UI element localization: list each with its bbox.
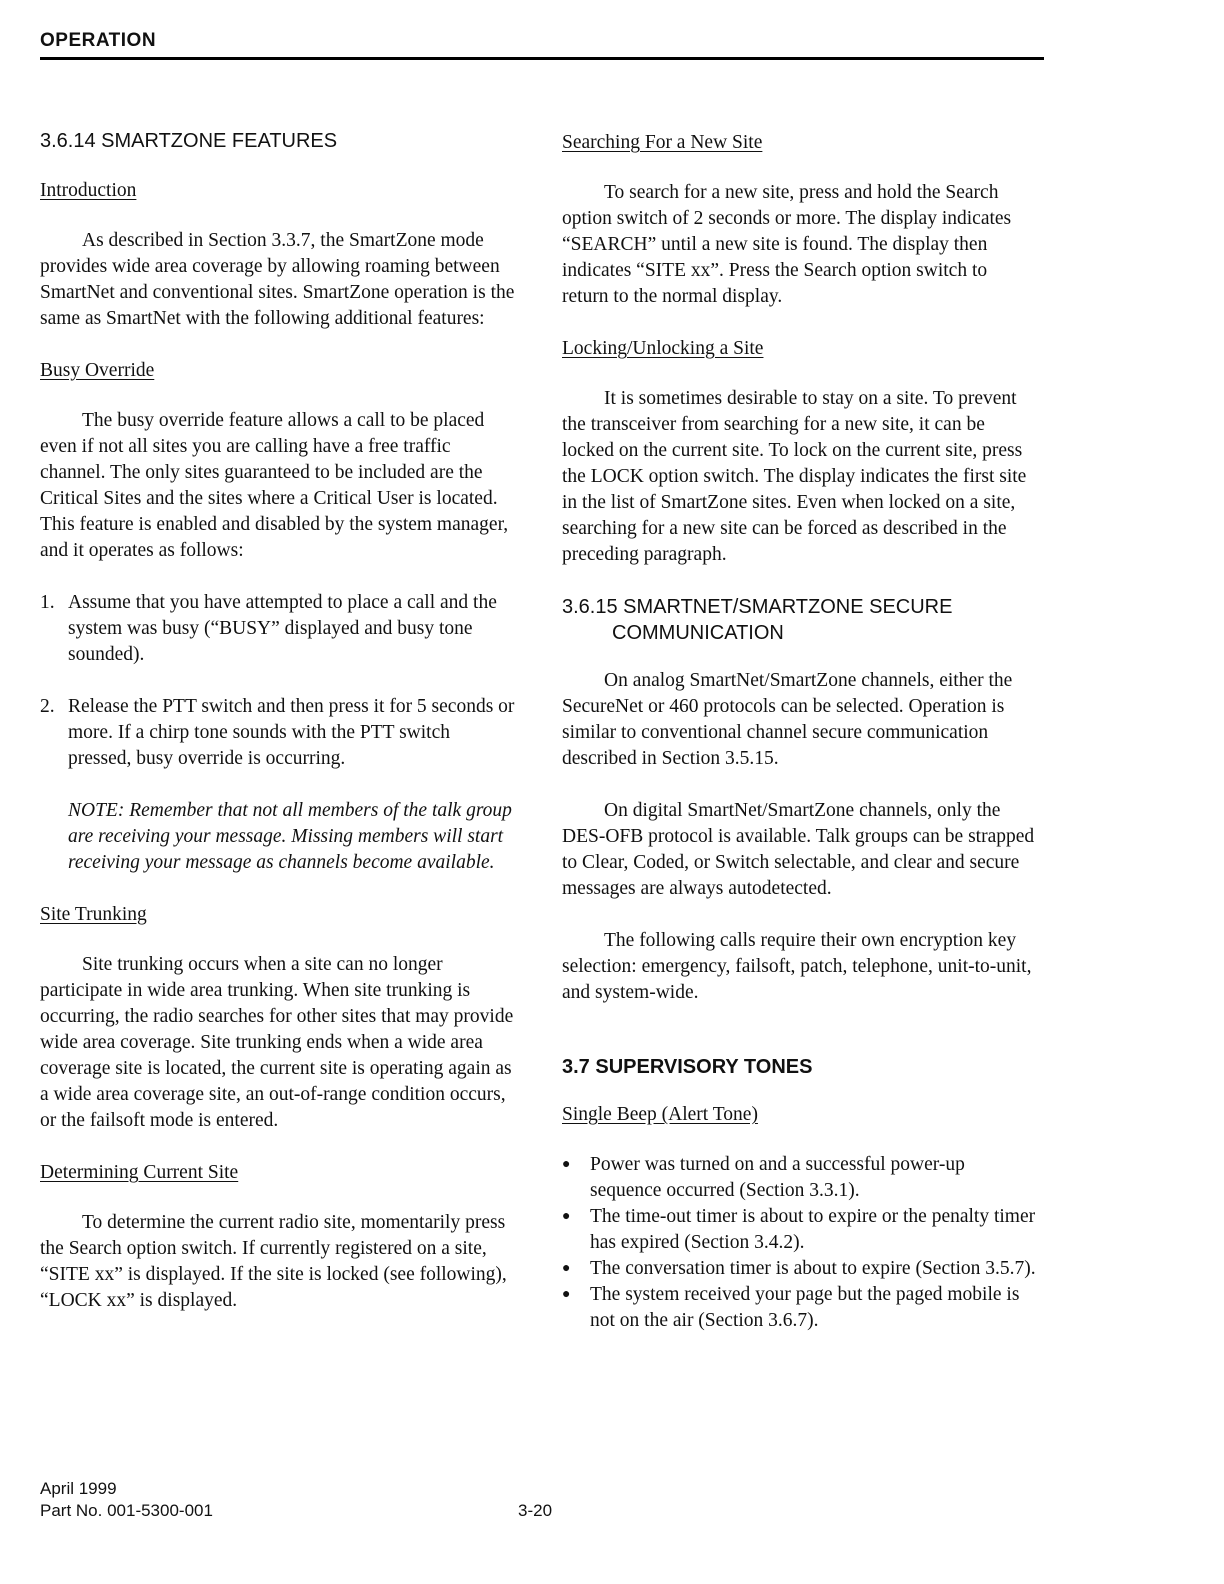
left-column xyxy=(40,118,516,1340)
step-text: Assume that you have attempted to place a call and the system was busy (“BUSY” displayed and busy tone sounded). xyxy=(68,592,497,665)
step-number: 2. xyxy=(40,696,55,717)
heading-determining-current-site: Determining Current Site xyxy=(40,1162,239,1183)
section-title-secure-communication xyxy=(562,594,1038,646)
paragraph-locking-unlocking-site: It is sometimes desirable to stay on a site. To prevent the transceiver from searching for a new site, it can be locked on the current site. To lock on the current site, press the LOCK option switch. The display indicates the first site in the list of SmartZone sites. Even when locked on a site, searching for a new site can be forced as described in the preceding paragraph. xyxy=(562,388,1027,565)
list-item: ● The conversation timer is about to expire (Section 3.5.7). xyxy=(562,1256,1038,1282)
heading-locking-unlocking-site: Locking/Unlocking a Site xyxy=(562,338,764,359)
single-beep-list xyxy=(562,1152,1038,1334)
section-title-supervisory-tones: 3.7 SUPERVISORY TONES xyxy=(562,1056,813,1078)
paragraph-site-trunking: Site trunking occurs when a site can no longer participate in wide area trunking. When site trunking is occurring, the radio searches for other sites that may provide wide area coverage. Site trunking ends when a wide area coverage site is located, the current site is operating again as a wide area coverage site, an out-of-range condition occurs, or the failsoft mode is entered. xyxy=(40,954,514,1131)
section-title-smartzone-features: 3.6.14 SMARTZONE FEATURES xyxy=(40,130,338,152)
paragraph-busy-override: The busy override feature allows a call to be placed even if not all sites you are calling have a free traffic channel. The only sites guaranteed to be included are the Critical Sites and the sites where a Critical User is located. This feature is enabled and disabled by the system manager, and it operates as follows: xyxy=(40,410,509,561)
list-item: ● Power was turned on and a successful power-up sequence occurred (Section 3.3.1). xyxy=(562,1152,1038,1204)
paragraph-searching-new-site: To search for a new site, press and hold the Search option switch of 2 seconds or more. The display indicates “SEARCH” until a new site is found. The display then indicates “SITE xx”. Press the Search option switch to return to the normal display. xyxy=(562,182,1012,307)
step-number: 1. xyxy=(40,592,55,613)
list-item: ● The system received your page but the paged mobile is not on the air (Section 3.6.7). xyxy=(562,1282,1038,1334)
list-item: ● The time-out timer is about to expire or the penalty timer has expired (Section 3.4.2). xyxy=(562,1204,1038,1256)
busy-override-steps xyxy=(40,590,516,772)
heading-introduction: Introduction xyxy=(40,180,137,201)
section-title-line-2: COMMUNICATION xyxy=(612,622,784,644)
list-item xyxy=(40,590,516,668)
list-item xyxy=(40,694,516,772)
page-number: 3-20 xyxy=(518,1501,553,1520)
section-title-line-1: 3.6.15 SMARTNET/SMARTZONE SECURE xyxy=(562,596,953,618)
footer-part-number: Part No. 001-5300-001 xyxy=(40,1501,213,1520)
paragraph-secure-digital: On digital SmartNet/SmartZone channels, only the DES-OFB protocol is available. Talk groups can be strapped to Clear, Coded, or Switch selectable, and clear and secure messages are always autodetected. xyxy=(562,800,1035,899)
paragraph-secure-analog: On analog SmartNet/SmartZone channels, either the SecureNet or 460 protocols can be selected. Operation is similar to conventional channel secure communication described in Section 3.5.15. xyxy=(562,670,1013,769)
heading-single-beep: Single Beep (Alert Tone) xyxy=(562,1104,758,1125)
right-column xyxy=(562,118,1038,1334)
heading-busy-override: Busy Override xyxy=(40,360,155,381)
paragraph-introduction: As described in Section 3.3.7, the SmartZone mode provides wide area coverage by allowing roaming between SmartNet and conventional sites. SmartZone operation is the same as SmartNet with the following additional features: xyxy=(40,230,515,329)
heading-site-trunking: Site Trunking xyxy=(40,904,147,925)
footer-date: April 1999 xyxy=(40,1479,117,1498)
footer-info xyxy=(40,1478,213,1522)
heading-searching-new-site: Searching For a New Site xyxy=(562,132,763,153)
header-rule xyxy=(40,57,1044,60)
note-talk-group: NOTE: Remember that not all members of the talk group are receiving your message. Missing members will start receiving your message as channels become available. xyxy=(68,800,512,873)
running-header: OPERATION xyxy=(40,30,157,51)
paragraph-secure-encryption-key: The following calls require their own encryption key selection: emergency, failsoft, patch, telephone, unit-to-unit, and system-wide. xyxy=(562,930,1032,1003)
step-text: Release the PTT switch and then press it for 5 seconds or more. If a chirp tone sounds with the PTT switch pressed, busy override is occurring. xyxy=(68,696,515,769)
paragraph-determining-current-site: To determine the current radio site, momentarily press the Search option switch. If currently registered on a site, “SITE xx” is displayed. If the site is locked (see following), “LOCK xx” is displayed. xyxy=(40,1212,507,1311)
